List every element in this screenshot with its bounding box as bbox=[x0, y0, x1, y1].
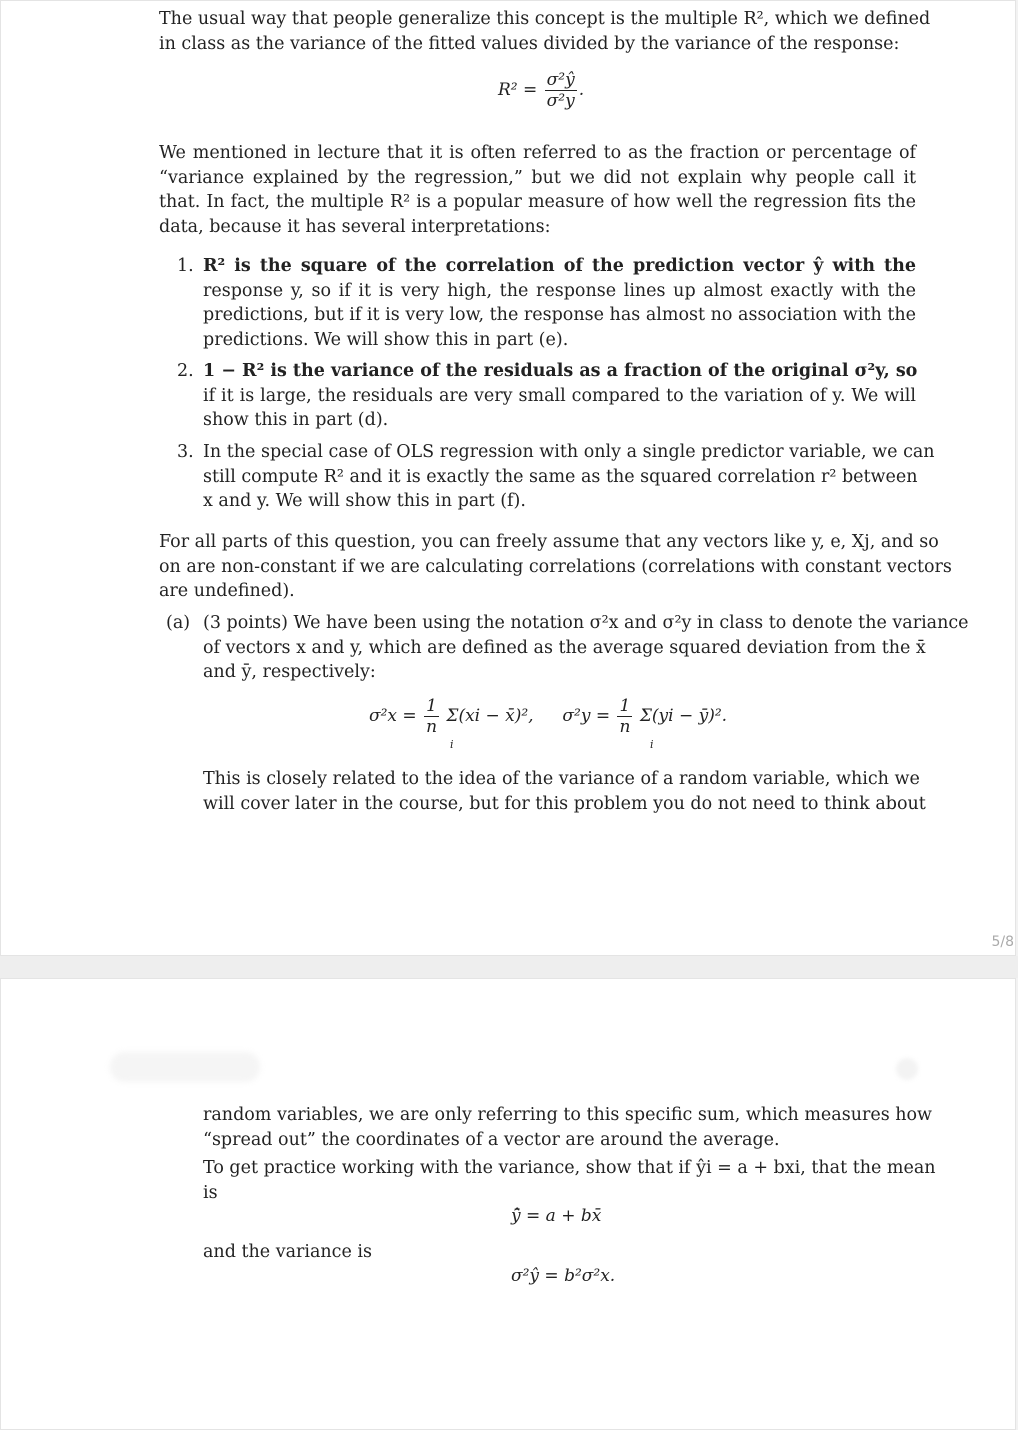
related-line: will cover later in the course, but for this problem you do not need to think about bbox=[203, 793, 926, 814]
var-y-sum: Σ(yi − ȳ)². bbox=[639, 706, 728, 726]
variance-equation: σ²ŷ = b²σ²x. bbox=[511, 1266, 616, 1286]
list-line: x and y. We will show this in part (f). bbox=[203, 491, 526, 511]
sum-index-x: i bbox=[450, 738, 454, 751]
list-number: 2. bbox=[177, 361, 194, 381]
part-a-label: (a) bbox=[166, 613, 191, 633]
practice-line: is bbox=[203, 1182, 218, 1203]
frac-numerator: 1 bbox=[617, 696, 632, 717]
r2-denominator: σ²y bbox=[546, 91, 575, 111]
var-x-fraction bbox=[424, 696, 439, 737]
list-line: still compute R² and it is exactly the same as the squared correlation r² between bbox=[203, 466, 918, 487]
assume-line: on are non-constant if we are calculating correlations (correlations with constant vectors bbox=[159, 556, 952, 577]
variance-label-text: and the variance is bbox=[203, 1242, 372, 1262]
assume-line: are undefined). bbox=[159, 581, 295, 601]
frac-numerator: 1 bbox=[424, 696, 439, 717]
r2-equation bbox=[498, 70, 584, 111]
blurred-header bbox=[110, 1052, 260, 1082]
sum-index-y: i bbox=[650, 738, 654, 751]
list-line-bold: R² is the square of the correlation of the prediction vector ŷ with the bbox=[203, 256, 916, 276]
intro-paragraph bbox=[159, 7, 931, 56]
mention-line: We mentioned in lecture that it is often referred to as the fraction or percentage of bbox=[159, 143, 916, 163]
list-line: predictions, but if it is very low, the response has almost no association with the bbox=[203, 305, 916, 325]
intro-line: in class as the variance of the fitted values divided by the variance of the response: bbox=[159, 33, 900, 54]
list-line: response y, so if it is very high, the response lines up almost exactly with the bbox=[203, 280, 916, 301]
var-x-sum: Σ(xi − x̄)², bbox=[446, 706, 534, 726]
mention-line: data, because it has several interpretations: bbox=[159, 216, 551, 237]
list-item-2 bbox=[203, 359, 916, 433]
blurred-mark bbox=[896, 1058, 918, 1080]
list-line: predictions. We will show this in part (e). bbox=[203, 329, 569, 350]
continuation-paragraph bbox=[203, 1103, 933, 1152]
var-x-lhs: σ²x = bbox=[369, 706, 417, 726]
list-line: show this in part (d). bbox=[203, 410, 389, 430]
cont-line: “spread out” the coordinates of a vector are around the average. bbox=[203, 1129, 780, 1150]
part-a-text bbox=[203, 611, 969, 685]
var-y-lhs: σ²y = bbox=[562, 706, 611, 726]
list-item-3 bbox=[203, 440, 935, 514]
mention-line: “variance explained by the regression,” but we did not explain why people call it bbox=[159, 167, 916, 188]
mean-equation: ȳ̂ = a + bx̄ bbox=[511, 1206, 602, 1226]
related-paragraph bbox=[203, 767, 926, 816]
r2-fraction bbox=[545, 70, 577, 111]
assumption-paragraph bbox=[159, 530, 952, 604]
r2-numerator: σ²ŷ bbox=[546, 70, 575, 90]
var-y-fraction bbox=[617, 696, 632, 737]
part-a-line: of vectors x and y, which are defined as the average squared deviation from the x̄ bbox=[203, 637, 926, 658]
page-number-indicator: 5/8 bbox=[991, 934, 1014, 950]
variance-label bbox=[203, 1240, 916, 1265]
cont-line: random variables, we are only referring to this specific sum, which measures how bbox=[203, 1105, 933, 1125]
list-item-1 bbox=[203, 254, 916, 352]
frac-denominator: n bbox=[426, 717, 438, 737]
mention-line: that. In fact, the multiple R² is a popular measure of how well the regression fits the bbox=[159, 192, 916, 212]
variance-definition-equation bbox=[369, 696, 727, 737]
page-separator bbox=[0, 956, 1018, 978]
assume-line: For all parts of this question, you can freely assume that any vectors like y, e, Xj, and so bbox=[159, 532, 939, 552]
list-line-bold: 1 − R² is the variance of the residuals as a fraction of the original σ²y, so bbox=[203, 361, 918, 381]
list-line: In the special case of OLS regression with only a single predictor variable, we can bbox=[203, 442, 935, 462]
list-number: 1. bbox=[177, 256, 194, 276]
intro-line: The usual way that people generalize this concept is the multiple R², which we defined bbox=[159, 9, 931, 29]
r2-lhs: R² = bbox=[498, 80, 538, 100]
practice-line: To get practice working with the variance, show that if ŷi = a + bxi, that the mean bbox=[203, 1158, 936, 1178]
part-a-line: (3 points) We have been using the notation σ²x and σ²y in class to denote the variance bbox=[203, 613, 969, 633]
list-number: 3. bbox=[177, 442, 194, 462]
frac-denominator: n bbox=[619, 717, 631, 737]
mention-paragraph bbox=[159, 141, 916, 239]
part-a-line: and ȳ, respectively: bbox=[203, 662, 376, 682]
list-line: if it is large, the residuals are very small compared to the variation of y. We will bbox=[203, 385, 916, 406]
r2-period: . bbox=[578, 80, 585, 100]
practice-paragraph bbox=[203, 1156, 936, 1205]
related-line: This is closely related to the idea of the variance of a random variable, which we bbox=[203, 769, 920, 789]
